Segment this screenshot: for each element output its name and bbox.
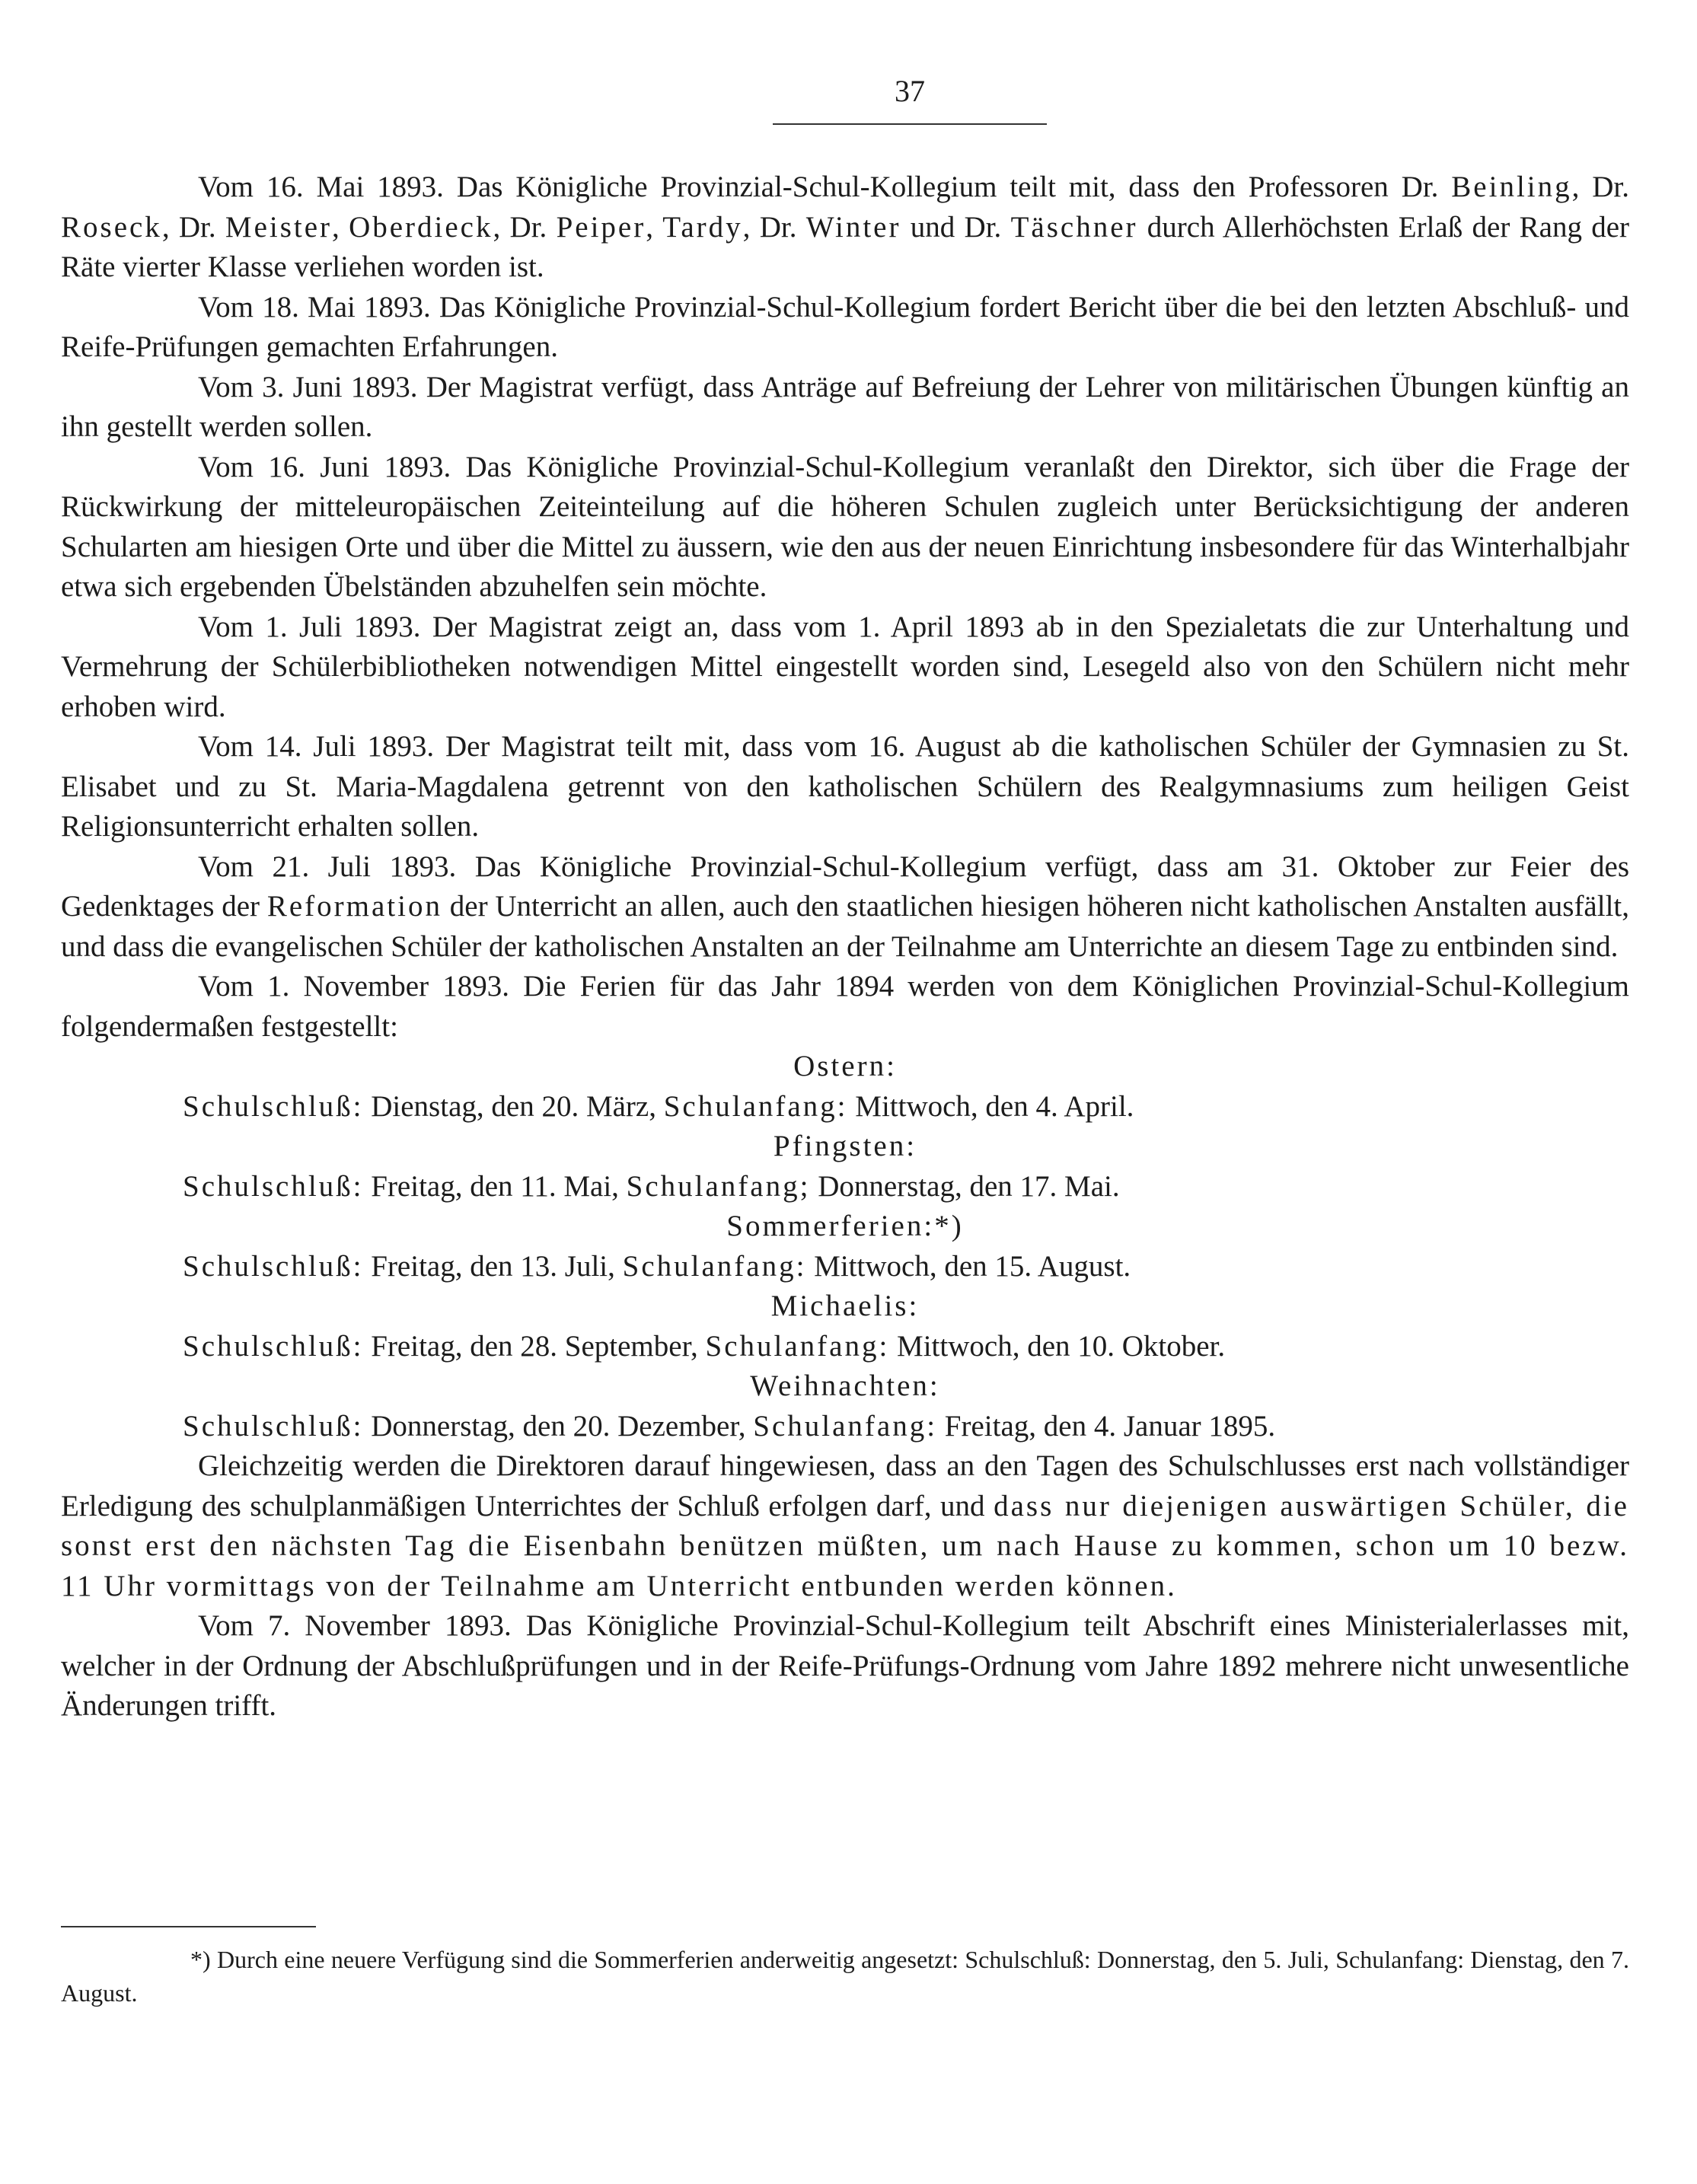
paragraph-3-juni: Vom 3. Juni 1893. Der Magistrat verfügt, dass Anträge auf Befreiung der Lehrer von militärischen Übungen künftig an ihn gestellt werden sollen. <box>61 370 1629 443</box>
paragraph-14-juli: Vom 14. Juli 1893. Der Magistrat teilt mit, dass vom 16. August ab die katholischen Schüler der Gymnasien zu St. Elisabet und zu St. Maria-Magdalena getrennt von den katholischen Schülern des Realgymnasiums zum heiligen Geist Religionsunterricht erhalten sollen. <box>61 730 1629 843</box>
holiday-schedule <box>61 1047 1629 1446</box>
name-tardy: Tardy <box>662 210 743 244</box>
page-number: 37 <box>773 76 1047 125</box>
paragraph-18-mai: Vom 18. Mai 1893. Das Königliche Provinzial-Schul-Kollegium fordert Bericht über die bei den letzten Abschluß- und Reife-Prüfungen gemachten Erfahrungen. <box>61 290 1629 363</box>
holiday-name: Pfingsten: <box>773 1130 917 1162</box>
holiday-dates: Schulschluß: Freitag, den 28. September, Schulanfang: Mittwoch, den 10. Oktober. <box>183 1329 1226 1363</box>
paragraph-21-juli: Vom 21. Juli 1893. Das Königliche Provinzial-Schul-Kollegium verfügt, dass am 31. Oktober zur Feier des Gedenktages der Reformation der Unterricht an allen, auch den staatlichen hiesigen höheren nicht katholischen Anstalten ausfällt, und dass die evangelischen Schüler der katholischen Anstalten an der Teilnahme am Unterrichte an diesem Tage zu entbinden sind. <box>61 850 1629 963</box>
name-taeschner: Täschner <box>1010 210 1138 244</box>
body-text <box>61 167 1629 1726</box>
holiday-name: Weihnachten: <box>750 1369 940 1402</box>
name-meister: Meister <box>225 210 333 244</box>
footnote-divider <box>61 1926 316 1927</box>
name-oberdieck: Oberdieck <box>349 210 493 244</box>
name-winter: Winter <box>805 210 901 244</box>
name-beinling: Beinling <box>1451 171 1572 203</box>
holiday-dates: Schulschluß: Freitag, den 13. Juli, Schulanfang: Mittwoch, den 15. August. <box>183 1249 1131 1283</box>
emphasis-auswaertige-schueler: dass nur diejenigen auswärtigen Schüler, die sonst erst den nächsten Tag die Eisenbahn benützen müßten, um nach Hause zu kommen, schon um 10 bezw. 11 Uhr vormittags von der Teilnahme am Unterricht entbunden werden können. <box>61 1489 1629 1602</box>
paragraph-7-november: Vom 7. November 1893. Das Königliche Provinzial-Schul-Kollegium teilt Abschrift eines Ministerialerlasses mit, welcher in der Ordnung der Abschlußprüfungen und in der Reife-Prüfungs-Ordnung vom Jahre 1892 mehrere nicht unwesentliche Änderungen trifft. <box>61 1609 1629 1722</box>
paragraph-16-juni: Vom 16. Juni 1893. Das Königliche Provinzial-Schul-Kollegium veranlaßt den Direktor, sich über die Frage der Rückwirkung der mitteleuropäischen Zeiteinteilung auf die höheren Schulen zugleich unter Berücksichtigung der anderen Schularten am hiesigen Orte und über die Mittel zu äussern, wie den aus der neuen Einrichtung insbesondere für das Winterhalbjahr etwa sich ergebenden Übelständen abzuhelfen sein möchte. <box>61 450 1629 603</box>
holiday-dates: Schulschluß: Dienstag, den 20. März, Schulanfang: Mittwoch, den 4. April. <box>183 1089 1134 1123</box>
holiday-dates: Schulschluß: Freitag, den 11. Mai, Schulanfang; Donnerstag, den 17. Mai. <box>183 1169 1120 1203</box>
reformation-emphasis: Reformation <box>266 890 442 923</box>
paragraph-16-mai: Vom 16. Mai 1893. Das Königliche Provinzial-Schul-Kollegium teilt mit, dass den Professoren Dr. Beinling, Dr. Roseck, Dr. Meister, Oberdieck, Dr. Peiper, Tardy, Dr. Winter und Dr. Täschner durch Allerhöchsten Erlaß der Rang der Räte vierter Klasse verliehen worden ist. <box>61 171 1630 283</box>
holiday-name: Ostern: <box>793 1050 897 1082</box>
footnote: *) Durch eine neuere Verfügung sind die Sommerferien anderweitig angesetzt: Schulschluß: Donnerstag, den 5. Juli, Schulanfang: Dienstag, den 7. August. <box>61 1946 1629 2007</box>
holiday-dates: Schulschluß: Donnerstag, den 20. Dezember, Schulanfang: Freitag, den 4. Januar 1895. <box>183 1409 1276 1443</box>
paragraph-gleichzeitig: Gleichzeitig werden die Direktoren darauf hingewiesen, dass an den Tagen des Schulschlusses erst nach vollständiger Erledigung des schulplanmäßigen Unterrichtes der Schluß erfolgen darf, und dass nur diejenigen auswärtigen Schüler, die sonst erst den nächsten Tag die Eisenbahn benützen müßten, um nach Hause zu kommen, schon um 10 bezw. 11 Uhr vormittags von der Teilnahme am Unterricht entbunden werden können. <box>61 1449 1629 1602</box>
name-peiper: Peiper <box>556 210 646 244</box>
name-roseck: Roseck <box>61 210 162 244</box>
holiday-name: Sommerferien:*) <box>726 1210 964 1242</box>
paragraph-1-juli: Vom 1. Juli 1893. Der Magistrat zeigt an, dass vom 1. April 1893 ab in den Spezialetats die zur Unterhaltung und Vermehrung der Schülerbibliotheken notwendigen Mittel eingestellt worden sind, Lesegeld also von den Schülern nicht mehr erhoben wird. <box>61 610 1629 723</box>
holiday-name: Michaelis: <box>770 1290 920 1322</box>
paragraph-1-november: Vom 1. November 1893. Die Ferien für das Jahr 1894 werden von dem Königlichen Provinzial-Schul-Kollegium folgendermaßen festgestellt: <box>61 970 1629 1043</box>
